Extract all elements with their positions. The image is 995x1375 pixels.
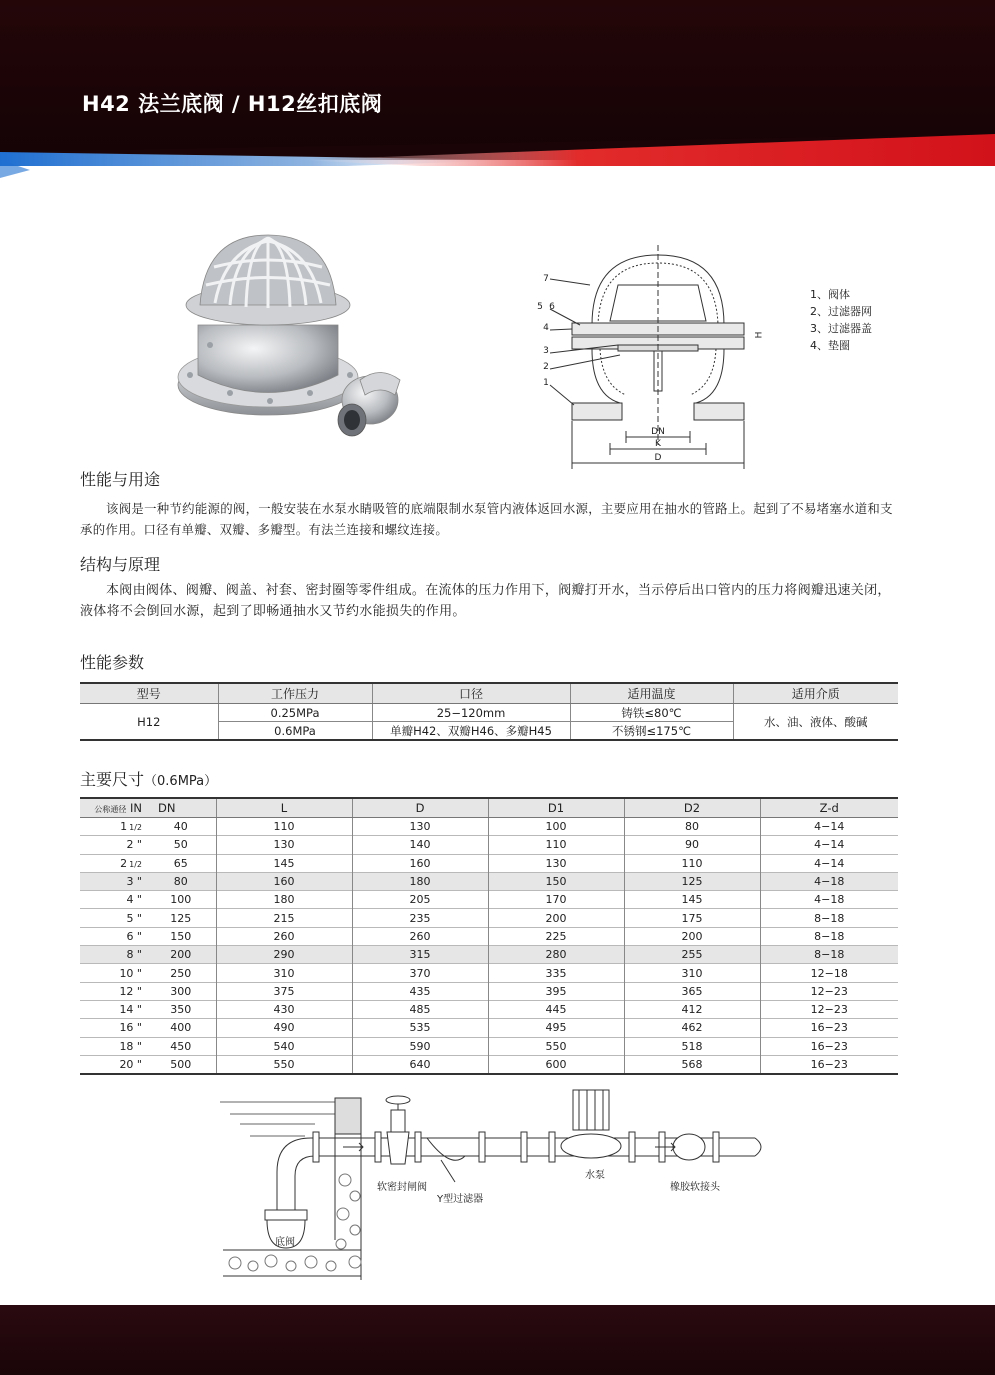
dim-h-label: H	[754, 331, 765, 339]
label-y-filter: Y型过滤器	[437, 1194, 484, 1205]
dim-cell-d1: 445	[488, 1000, 624, 1018]
dim-cell-zd: 8−18	[760, 927, 898, 945]
dim-cell-d1: 110	[488, 836, 624, 854]
dim-cell-dn: 65	[146, 854, 216, 872]
dim-cell-dn: 100	[146, 891, 216, 909]
dim-cell-d1: 170	[488, 891, 624, 909]
label-foot-valve: 底阀	[275, 1237, 295, 1248]
dim-cell-l: 290	[216, 946, 352, 964]
dim-cell-zd: 12−18	[760, 964, 898, 982]
dimension-row	[80, 982, 898, 1000]
dim-cell-d2: 255	[624, 946, 760, 964]
dim-cell-dn: 300	[146, 982, 216, 1000]
dim-cell-dn: 125	[146, 909, 216, 927]
dim-cell-in: 4 "	[80, 891, 146, 909]
dim-cell-dn: 40	[146, 818, 216, 836]
param-header-medium: 适用介质	[733, 683, 898, 704]
installation-diagram	[215, 1080, 775, 1280]
dim-cell-in: 8 "	[80, 946, 146, 964]
dim-cell-dn: 350	[146, 1000, 216, 1018]
dim-cell-d1: 200	[488, 909, 624, 927]
dim-cell-d1: 550	[488, 1037, 624, 1055]
dim-cell-l: 145	[216, 854, 352, 872]
parts-legend	[810, 286, 872, 354]
param-pressure: 0.25MPa	[218, 704, 372, 722]
dim-cell-d2: 568	[624, 1055, 760, 1074]
param-bore: 25−120mm	[372, 704, 570, 722]
dim-header-d: D	[352, 798, 488, 818]
dim-cell-dn: 250	[146, 964, 216, 982]
dim-cell-dn: 400	[146, 1019, 216, 1037]
dimension-row	[80, 836, 898, 854]
dim-cell-d1: 280	[488, 946, 624, 964]
dim-k-label: K	[655, 439, 661, 449]
param-header-bore: 口径	[372, 683, 570, 704]
dims-subtitle: （0.6MPa）	[144, 774, 218, 789]
dim-d-label: D	[654, 453, 662, 463]
dim-cell-d: 205	[352, 891, 488, 909]
dim-cell-zd: 8−18	[760, 946, 898, 964]
dim-cell-zd: 16−23	[760, 1055, 898, 1074]
dim-cell-zd: 4−18	[760, 891, 898, 909]
dim-cell-d: 590	[352, 1037, 488, 1055]
dim-cell-d: 640	[352, 1055, 488, 1074]
dim-cell-d2: 125	[624, 872, 760, 890]
dim-cell-in: 6 "	[80, 927, 146, 945]
dim-cell-in: 12 "	[80, 982, 146, 1000]
param-medium: 水、油、液体、酸碱	[733, 704, 898, 741]
dim-cell-dn: 200	[146, 946, 216, 964]
dim-cell-zd: 4−18	[760, 872, 898, 890]
dim-cell-d: 235	[352, 909, 488, 927]
section-title-structure: 结构与原理	[80, 555, 161, 574]
dim-cell-zd: 12−23	[760, 982, 898, 1000]
label-rubber-joint: 橡胶软接头	[670, 1182, 720, 1193]
dim-header-d1: D1	[488, 798, 624, 818]
dim-cell-l: 260	[216, 927, 352, 945]
legend-item: 3、过滤器盖	[810, 322, 872, 335]
dim-cell-d2: 175	[624, 909, 760, 927]
dim-cell-zd: 4−14	[760, 836, 898, 854]
dim-header-in: 公称通径 IN	[80, 798, 146, 818]
callout-2: 2	[543, 362, 549, 372]
dim-header-dn: DN	[146, 798, 216, 818]
dimension-row	[80, 818, 898, 836]
dim-cell-d2: 90	[624, 836, 760, 854]
dimension-row	[80, 909, 898, 927]
dim-cell-d1: 495	[488, 1019, 624, 1037]
dim-cell-d: 315	[352, 946, 488, 964]
dim-cell-d: 180	[352, 872, 488, 890]
param-pressure: 0.6MPa	[218, 722, 372, 741]
dim-cell-l: 550	[216, 1055, 352, 1074]
dim-cell-d1: 335	[488, 964, 624, 982]
dim-cell-d2: 80	[624, 818, 760, 836]
callout-1: 1	[543, 378, 549, 388]
dim-cell-d1: 150	[488, 872, 624, 890]
dim-cell-d: 130	[352, 818, 488, 836]
label-gate-valve: 软密封闸阀	[377, 1182, 427, 1193]
callout-5: 5	[537, 302, 543, 312]
param-table	[80, 682, 898, 741]
dim-cell-in: 20 "	[80, 1055, 146, 1074]
dim-cell-d2: 412	[624, 1000, 760, 1018]
footer-bar	[0, 1305, 995, 1375]
dim-cell-zd: 12−23	[760, 1000, 898, 1018]
dim-cell-in: 2 1/2	[80, 854, 146, 872]
dim-cell-dn: 150	[146, 927, 216, 945]
param-temp: 不锈钢≤175℃	[570, 722, 733, 741]
section-body-usage: 该阀是一种节约能源的阀，一般安装在水泵水睛吸管的底端限制水泵管内液体返回水源，主要应用在抽水的管路上。起到了不易堵塞水道和支承的作用。口径有单瓣、双瓣、多瓣型。有法兰连接和螺纹连接。	[80, 501, 893, 537]
dim-cell-zd: 8−18	[760, 909, 898, 927]
dim-cell-zd: 16−23	[760, 1037, 898, 1055]
dim-cell-d2: 200	[624, 927, 760, 945]
dim-cell-d1: 100	[488, 818, 624, 836]
dim-cell-d2: 462	[624, 1019, 760, 1037]
dimension-table-body	[80, 818, 898, 1075]
dimension-row	[80, 946, 898, 964]
dim-cell-in: 18 "	[80, 1037, 146, 1055]
dim-cell-l: 110	[216, 818, 352, 836]
product-photo	[170, 225, 430, 460]
dim-cell-l: 180	[216, 891, 352, 909]
dim-cell-d1: 225	[488, 927, 624, 945]
dim-cell-d: 535	[352, 1019, 488, 1037]
dim-cell-d: 370	[352, 964, 488, 982]
dim-cell-d2: 145	[624, 891, 760, 909]
section-body-structure: 本阀由阀体、阀瓣、阀盖、衬套、密封圈等零件组成。在流体的压力作用下，阀瓣打开水，当示停后出口管内的压力将阀瓣迅速关闭，液体将不会倒回水源，起到了即畅通抽水又节约水能损失的作用。	[80, 583, 891, 619]
dim-header-l: L	[216, 798, 352, 818]
dim-cell-d: 435	[352, 982, 488, 1000]
dim-header-zd: Z-d	[760, 798, 898, 818]
header-banner	[0, 0, 995, 180]
dim-cell-in: 14 "	[80, 1000, 146, 1018]
param-temp: 铸铁≤80℃	[570, 704, 733, 722]
param-header-temp: 适用温度	[570, 683, 733, 704]
dimension-table	[80, 797, 898, 1075]
dim-cell-d: 260	[352, 927, 488, 945]
dim-cell-dn: 450	[146, 1037, 216, 1055]
dim-cell-l: 130	[216, 836, 352, 854]
dim-cell-zd: 4−14	[760, 818, 898, 836]
dimension-row	[80, 854, 898, 872]
section-title-usage: 性能与用途	[80, 470, 161, 489]
dim-cell-l: 160	[216, 872, 352, 890]
dim-cell-l: 215	[216, 909, 352, 927]
legend-item: 4、垫圈	[810, 339, 850, 352]
dimension-row	[80, 927, 898, 945]
dim-cell-zd: 16−23	[760, 1019, 898, 1037]
param-header-model: 型号	[80, 683, 218, 704]
dim-cell-in: 5 "	[80, 909, 146, 927]
dimension-row	[80, 1019, 898, 1037]
dim-cell-l: 540	[216, 1037, 352, 1055]
cross-section-diagram	[530, 245, 760, 470]
dimension-row	[80, 872, 898, 890]
section-title-params: 性能参数	[80, 653, 145, 672]
param-bore: 单瓣H42、双瓣H46、多瓣H45	[372, 722, 570, 741]
callout-4: 4	[543, 323, 549, 333]
dim-dn-label: DN	[651, 427, 665, 437]
dim-cell-in: 16 "	[80, 1019, 146, 1037]
dim-header-nominal: 公称通径	[94, 805, 127, 814]
dim-cell-d: 485	[352, 1000, 488, 1018]
dim-cell-dn: 80	[146, 872, 216, 890]
dim-cell-zd: 4−14	[760, 854, 898, 872]
dim-cell-d1: 130	[488, 854, 624, 872]
dimension-row	[80, 891, 898, 909]
page-title: H42 法兰底阀 / H12丝扣底阀	[82, 92, 383, 116]
legend-item: 2、过滤器网	[810, 305, 872, 318]
dim-cell-in: 2 "	[80, 836, 146, 854]
callout-3: 3	[543, 346, 549, 356]
legend-item: 1、阀体	[810, 288, 850, 301]
param-model: H12	[137, 714, 161, 729]
callout-6: 6	[549, 302, 555, 312]
dim-cell-dn: 500	[146, 1055, 216, 1074]
dim-cell-in: 10 "	[80, 964, 146, 982]
label-pump: 水泵	[585, 1170, 605, 1181]
dim-cell-l: 430	[216, 1000, 352, 1018]
dim-cell-d: 160	[352, 854, 488, 872]
section-title-dims	[80, 767, 217, 790]
dim-cell-l: 310	[216, 964, 352, 982]
param-header-pressure: 工作压力	[218, 683, 372, 704]
dim-cell-d1: 600	[488, 1055, 624, 1074]
dim-cell-d2: 110	[624, 854, 760, 872]
dim-cell-d1: 395	[488, 982, 624, 1000]
dim-cell-in: 3 "	[80, 872, 146, 890]
dim-cell-in: 1 1/2	[80, 818, 146, 836]
dimension-row	[80, 964, 898, 982]
dim-cell-l: 375	[216, 982, 352, 1000]
dim-cell-d2: 365	[624, 982, 760, 1000]
dimension-row	[80, 1000, 898, 1018]
dimension-row	[80, 1055, 898, 1074]
dim-cell-dn: 50	[146, 836, 216, 854]
dim-cell-d: 140	[352, 836, 488, 854]
dim-cell-d2: 518	[624, 1037, 760, 1055]
dim-cell-d2: 310	[624, 964, 760, 982]
dim-cell-l: 490	[216, 1019, 352, 1037]
callout-7: 7	[543, 274, 549, 284]
dimension-row	[80, 1037, 898, 1055]
dims-title: 主要尺寸	[80, 770, 145, 789]
dim-header-d2: D2	[624, 798, 760, 818]
